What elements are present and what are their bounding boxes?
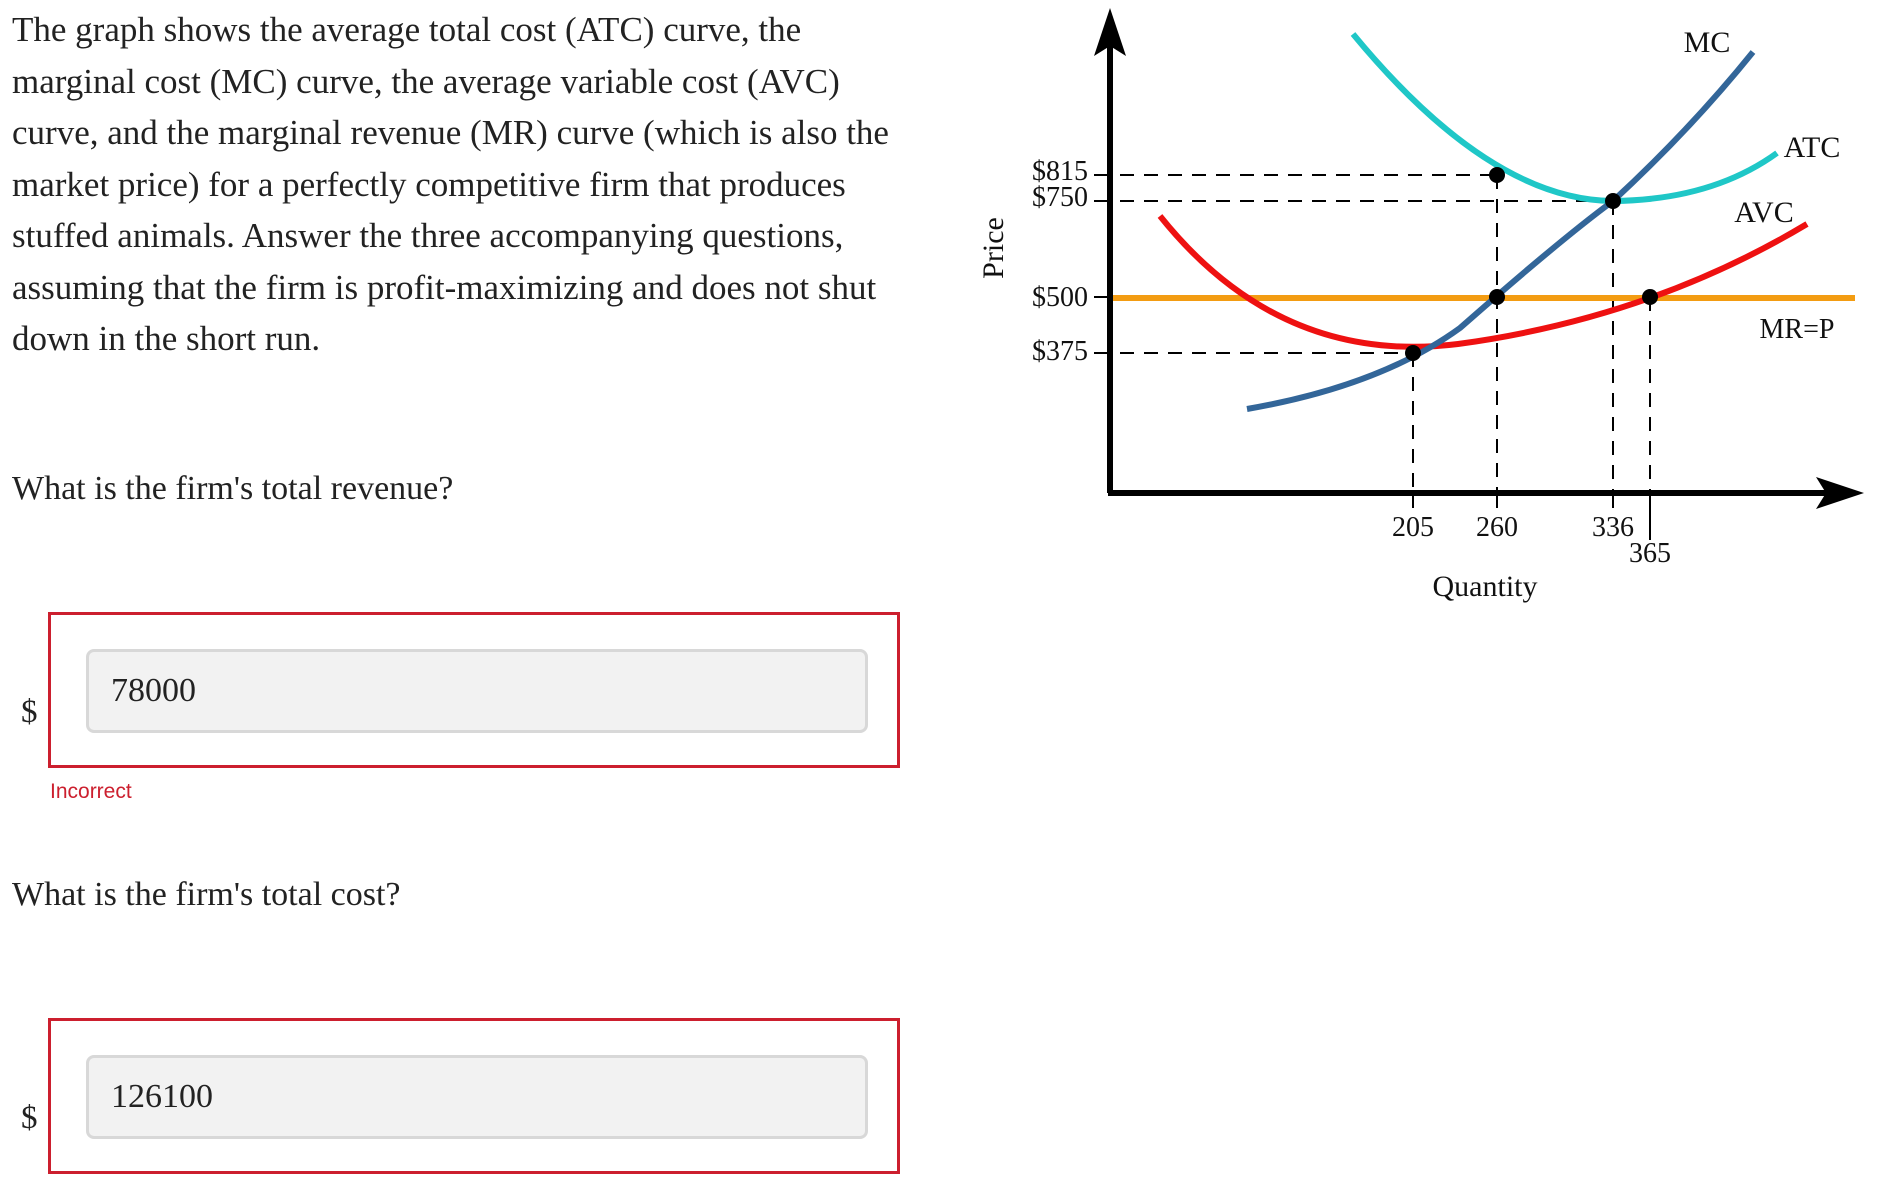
mc-curve [1247,52,1753,409]
intro-text: The graph shows the average total cost (ATC) curve, the marginal cost (MC) curve, the average variable cost (AVC) curve, and the marginal revenue (MR) curve (which is also the market price) for a perfectly competitive firm that produces stuffed animals. Answer the three accompanying questions, assuming that the firm is profit-maximizing and does not shut down in the short run. [12,10,889,358]
quantity-label-336: 336 [1592,512,1634,543]
guide-lines [1120,175,1650,492]
y-axis-title-rotated: Price [977,217,1010,279]
quantity-label-260: 260 [1476,512,1518,543]
mr-label: MR=P [1759,314,1835,345]
question-total-cost: What is the firm's total cost? [12,876,401,913]
answer-box-total-revenue [21,612,900,768]
quantity-label-365: 365 [1629,538,1671,569]
problem-statement [12,4,892,365]
avc-curve [1160,216,1807,347]
feedback-incorrect: Incorrect [50,780,132,803]
atc-label: ATC [1783,131,1841,164]
quantity-label-205: 205 [1392,512,1434,543]
price-label-815: $815 [1032,156,1088,187]
total-cost-input[interactable]: 126100 [86,1055,868,1139]
question-total-revenue: What is the firm's total revenue? [12,470,454,507]
point-avc-min-205 [1405,345,1421,361]
point-atc-min-336 [1605,193,1621,209]
mc-label: MC [1683,26,1731,59]
currency-symbol: $ [21,1100,38,1136]
point-atc-260 [1489,167,1505,183]
point-mr-260 [1489,289,1505,305]
x-axis-title: Quantity [1432,570,1538,603]
price-label-750: $750 [1032,182,1088,213]
point-mr-365 [1642,289,1658,305]
total-revenue-input[interactable]: 78000 [86,649,868,733]
avc-label: AVC [1734,196,1794,229]
currency-symbol: $ [21,694,38,730]
answer-box-total-cost [21,1018,900,1174]
price-label-500: $500 [1032,282,1088,313]
price-label-375: $375 [1032,336,1088,367]
cost-curves-graph [960,0,1880,620]
